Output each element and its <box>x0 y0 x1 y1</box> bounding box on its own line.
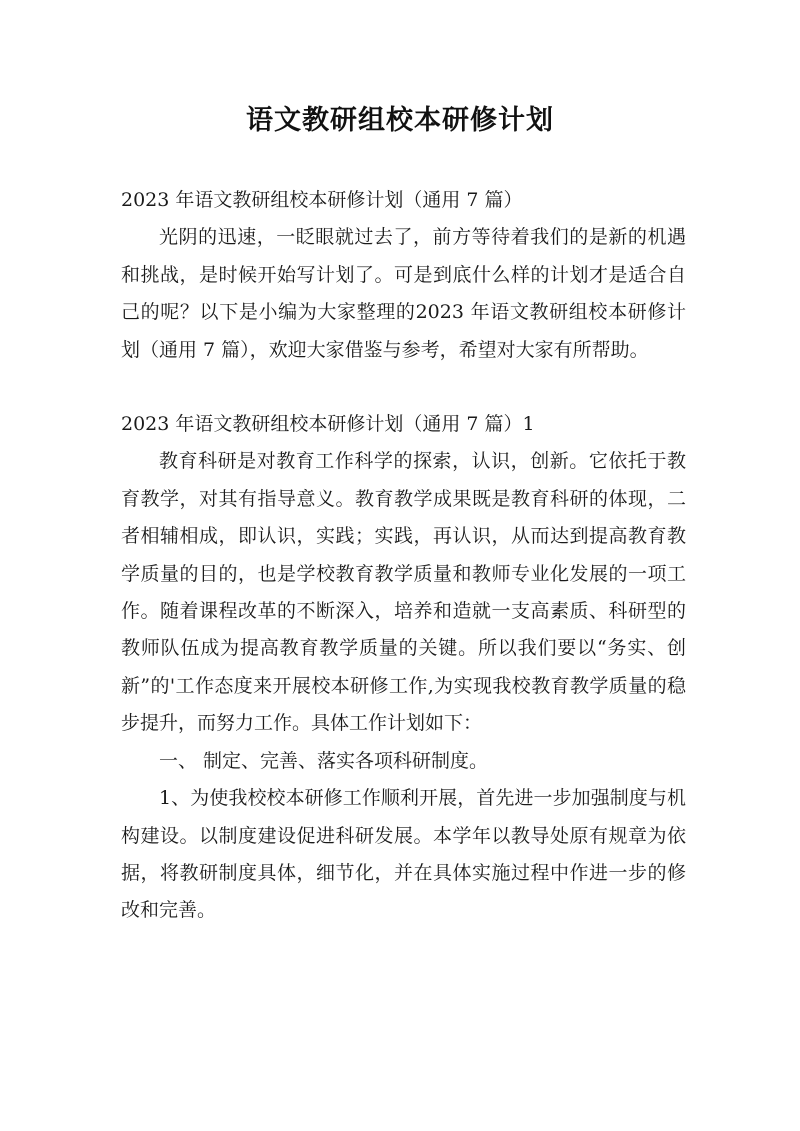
item-heading: 一、 制定、完善、落实各项科研制度。 <box>159 749 489 772</box>
body-paragraph-2: 1、为使我校校本研修工作顺利开展，首先进一步加强制度与机构建设。以制度建设促进科研发展。本学年以教导处原有规章为依据，将教研制度具体，细节化，并在具体实施过程中作进一步的修改和完善。 <box>121 787 686 922</box>
section-heading: 2023 年语文教研组校本研修计划（通用 7 篇）1 <box>121 413 535 436</box>
document-title: 语文教研组校本研修计划 <box>246 105 554 136</box>
paragraph-spacer <box>121 369 686 406</box>
intro-paragraph: 光阴的迅速，一眨眼就过去了，前方等待着我们的是新的机遇和挑战，是时候开始写计划了。可是到底什么样的计划才是适合自己的呢？以下是小编为大家整理的2023 年语文教研组校本研修计划（通用 7 篇），欢迎大家借鉴与参考，希望对大家有所帮助。 <box>121 226 686 361</box>
document-body <box>121 182 686 930</box>
body-paragraph-1: 教育科研是对教育工作科学的探索，认识，创新。它依托于教育教学，对其有指导意义。教育教学成果既是教育科研的体现，二者相辅相成，即认识，实践；实践，再认识，从而达到提高教育教学质量的目的，也是学校教育教学质量和教师专业化发展的一项工作。随着课程改革的不断深入，培养和造就一支高素质、科研型的教师队伍成为提高教育教学质量的关键。所以我们要以“务实、创新”的'工作态度来开展校本研修工作,为实现我校教育教学质量的稳步提升，而努力工作。具体工作计划如下： <box>121 450 686 735</box>
document-subtitle: 2023 年语文教研组校本研修计划（通用 7 篇） <box>121 189 523 211</box>
